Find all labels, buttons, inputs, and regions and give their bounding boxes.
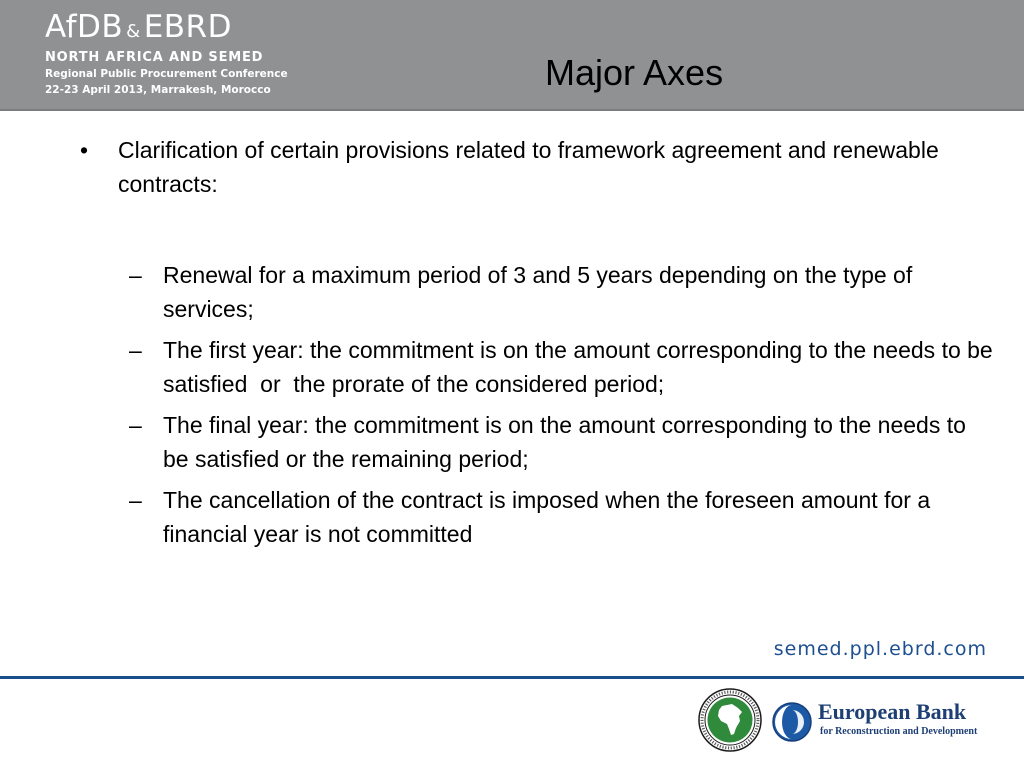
sub-bullet-text: The final year: the commitment is on the amount corresponding to the needs to be satisfied or the remaining period; — [163, 412, 966, 472]
ebrd-logo — [772, 698, 992, 748]
conference-logo — [45, 10, 288, 98]
afdb-africa-seal-icon — [698, 688, 762, 752]
ebrd-name: European Bank — [818, 699, 967, 724]
slide-title: Major Axes — [545, 52, 724, 93]
sub-bullet-item — [129, 333, 1000, 401]
dash-marker: – — [129, 262, 142, 288]
sub-bullet-list — [129, 258, 1000, 558]
conference-date-place: 22-23 April 2013, Marrakesh, Morocco — [45, 84, 271, 96]
conference-logo-title — [45, 10, 288, 49]
sub-bullet-text: Renewal for a maximum period of 3 and 5 years depending on the type of services; — [163, 262, 913, 322]
dash-marker: – — [129, 412, 142, 438]
sub-bullet-text: The first year: the commitment is on the amount corresponding to the needs to be satisfied or the prorate of the considered period; — [163, 337, 1000, 397]
conference-name: Regional Public Procurement Conference — [45, 68, 288, 80]
sub-bullet-item — [129, 408, 993, 476]
ebrd-full-name: for Reconstruction and Development — [820, 726, 978, 737]
header-band — [0, 0, 1024, 109]
header-divider — [0, 109, 1024, 111]
sub-bullet-item — [129, 483, 993, 551]
bullet-text: Clarification of certain provisions related to framework agreement and renewable contracts: — [118, 137, 939, 197]
dash-marker: – — [129, 337, 142, 363]
conference-subtitle: NORTH AFRICA AND SEMED — [45, 50, 264, 65]
afdb-text: AfDB — [45, 9, 124, 45]
sub-bullet-text: The cancellation of the contract is imposed when the foreseen amount for a financial year is not committed — [163, 487, 931, 547]
footer-divider — [0, 676, 1024, 679]
footer-url[interactable]: semed.ppl.ebrd.com — [773, 638, 987, 660]
sub-bullet-item — [129, 258, 993, 326]
ebrd-globe-icon — [772, 702, 812, 742]
dash-marker: – — [129, 487, 142, 513]
bullet-item — [80, 133, 978, 201]
bullet-marker: • — [80, 137, 89, 163]
ampersand: & — [126, 21, 141, 42]
ebrd-text: EBRD — [143, 9, 232, 45]
